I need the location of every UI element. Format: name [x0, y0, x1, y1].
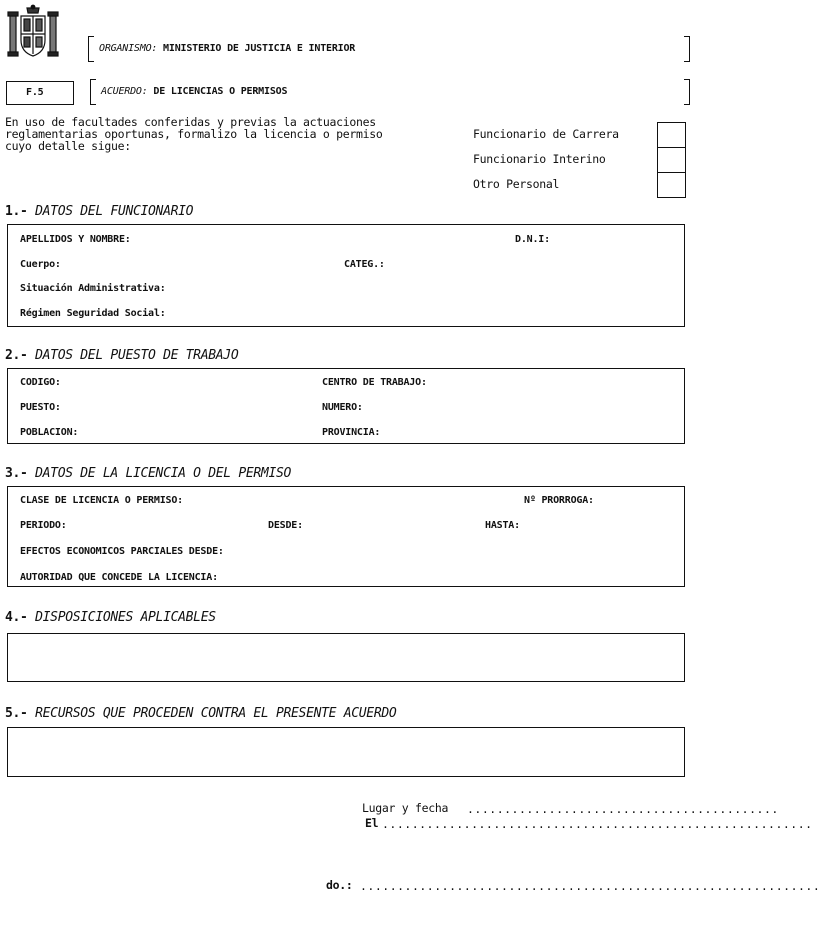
- acuerdo-label: ACUERDO:: [101, 86, 148, 97]
- codigo-field[interactable]: CODIGO:: [20, 377, 61, 388]
- categ-field[interactable]: CATEG.:: [344, 259, 385, 270]
- coat-of-arms-icon: [5, 4, 61, 60]
- recursos-textarea[interactable]: [7, 727, 685, 777]
- form-code: F.5: [26, 87, 44, 98]
- el-line[interactable]: ..........................................................: [382, 817, 813, 831]
- poblacion-field[interactable]: POBLACION:: [20, 427, 79, 438]
- intro-line-2: reglamentarias oportunas, formalizo la licencia o permiso: [5, 127, 383, 141]
- section-3-heading: 3.- DATOS DE LA LICENCIA O DEL PERMISO: [5, 466, 292, 481]
- organismo-label: ORGANISMO:: [99, 43, 158, 54]
- otro-personal-checkbox[interactable]: [657, 172, 686, 198]
- firmado-line[interactable]: ..............................................................: [360, 879, 820, 893]
- funcionario-carrera-checkbox[interactable]: [657, 122, 686, 148]
- funcionario-interino-checkbox[interactable]: [657, 147, 686, 173]
- intro-line-1: En uso de facultades conferidas y previas la actuaciones: [5, 115, 376, 129]
- section-2-heading: 2.- DATOS DEL PUESTO DE TRABAJO: [5, 348, 239, 363]
- regimen-field[interactable]: Régimen Seguridad Social:: [20, 308, 166, 319]
- apellidos-field[interactable]: APELLIDOS Y NOMBRE:: [20, 234, 131, 245]
- section-5-heading: 5.- RECURSOS QUE PROCEDEN CONTRA EL PRESENTE ACUERDO: [5, 706, 397, 721]
- periodo-field[interactable]: PERIODO:: [20, 520, 67, 531]
- clase-licencia-field[interactable]: CLASE DE LICENCIA O PERMISO:: [20, 495, 183, 506]
- disposiciones-textarea[interactable]: [7, 633, 685, 682]
- dni-field[interactable]: D.N.I:: [515, 234, 550, 245]
- cuerpo-field[interactable]: Cuerpo:: [20, 259, 61, 270]
- section-1-heading: 1.- DATOS DEL FUNCIONARIO: [5, 204, 194, 219]
- lugar-fecha-line[interactable]: ..........................................: [467, 802, 779, 816]
- numero-field[interactable]: NUMERO:: [322, 402, 363, 413]
- autoridad-field[interactable]: AUTORIDAD QUE CONCEDE LA LICENCIA:: [20, 572, 218, 583]
- centro-trabajo-field[interactable]: CENTRO DE TRABAJO:: [322, 377, 427, 388]
- funcionario-carrera-label: Funcionario de Carrera: [473, 127, 619, 141]
- acuerdo-value: DE LICENCIAS O PERMISOS: [153, 86, 288, 97]
- prorroga-field[interactable]: Nº PRORROGA:: [524, 495, 594, 506]
- efectos-field[interactable]: EFECTOS ECONOMICOS PARCIALES DESDE:: [20, 546, 224, 557]
- otro-personal-label: Otro Personal: [473, 177, 560, 191]
- firmado-label: do.:: [326, 878, 353, 892]
- desde-field[interactable]: DESDE:: [268, 520, 303, 531]
- funcionario-interino-label: Funcionario Interino: [473, 152, 606, 166]
- lugar-fecha-label: Lugar y fecha: [362, 801, 449, 815]
- el-label: El: [365, 816, 379, 830]
- section-4-heading: 4.- DISPOSICIONES APLICABLES: [5, 610, 216, 625]
- intro-line-3: cuyo detalle sigue:: [5, 139, 131, 153]
- hasta-field[interactable]: HASTA:: [485, 520, 520, 531]
- situacion-field[interactable]: Situación Administrativa:: [20, 283, 166, 294]
- puesto-field[interactable]: PUESTO:: [20, 402, 61, 413]
- organismo-value: MINISTERIO DE JUSTICIA E INTERIOR: [163, 43, 356, 54]
- provincia-field[interactable]: PROVINCIA:: [322, 427, 381, 438]
